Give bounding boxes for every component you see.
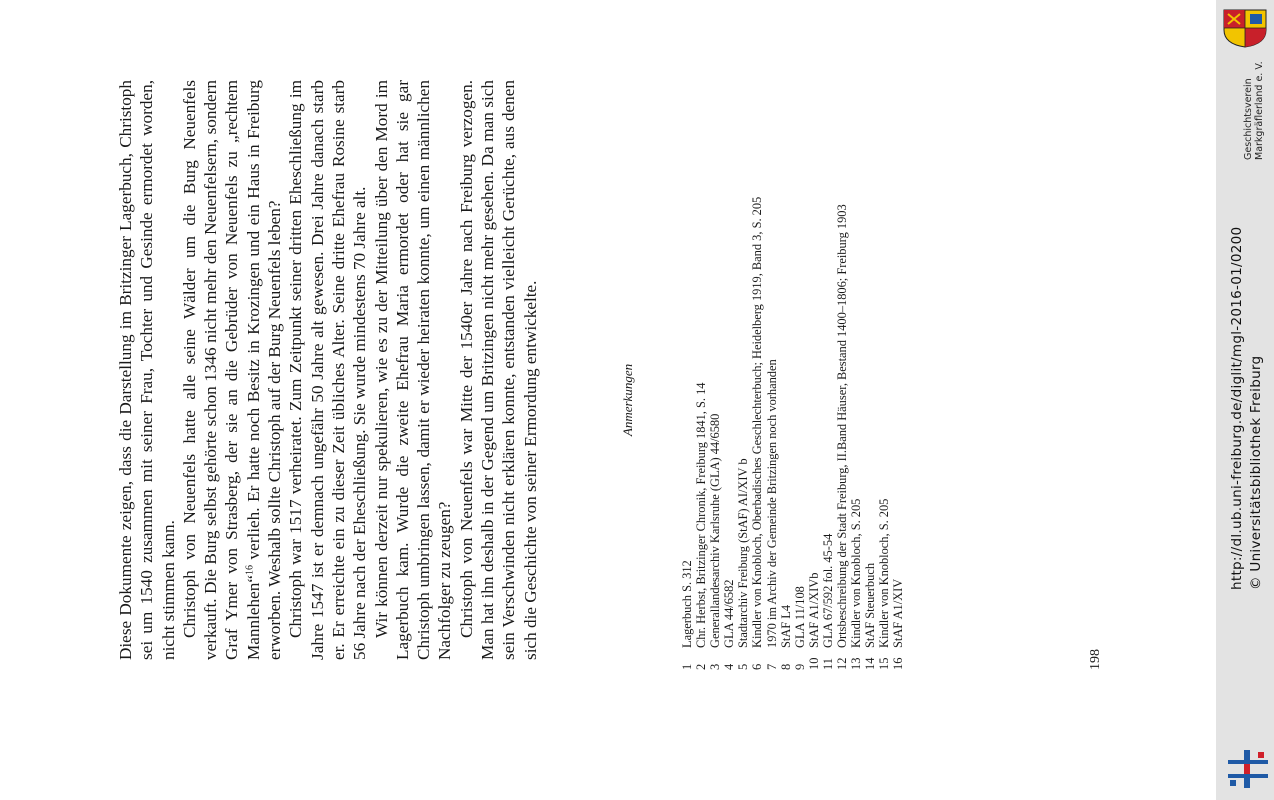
note-item: 13 Kindler von Knobloch, S. 205 xyxy=(849,498,864,670)
note-item: 5 Stadtarchiv Freiburg (StAF) AI/XIV b xyxy=(736,458,751,670)
note-item: 2 Chr. Herbst, Britzinger Chronik, Freiburg 1841, S. 14 xyxy=(694,382,709,670)
note-item: 16 StAF A1/XIV xyxy=(891,578,906,670)
note-item: 9 GLA 11/108 xyxy=(792,586,807,670)
page-number: 198 xyxy=(1088,649,1103,670)
note-item: 1 Lagerbuch S. 312 xyxy=(680,560,694,670)
note-item: 12 Ortsbeschreibung der Stadt Freiburg, II.Band Häuser, Bestand 1400–1806; Freiburg 1903 xyxy=(835,204,850,670)
note-item: 14 StAF Steuerbuch xyxy=(863,562,878,670)
paragraph: Christoph war 1517 verheiratet. Zum Zeitpunkt seiner dritten Eheschließung im Jahre 1547 ist er demnach ungefähr 50 Jahre alt gewesen. Drei Jahre danach starb er. Er erreichte ein zu dieser Zeit übliches Alter. Seine dritte Ehefrau Rosine starb 56 Jahre nach der Eheschließung. Sie wurde mindestens 70 Jahre alt. xyxy=(286,80,370,660)
citation-block xyxy=(1228,0,1268,590)
org-line: Markgräflerland e. V. xyxy=(1254,61,1265,160)
note-item: 7 1970 im Archiv der Gemeinde Britzingen noch vorhanden xyxy=(764,359,779,670)
library-logo-icon xyxy=(1226,748,1270,790)
note-item: 6 Kindler von Knobloch, Oberbadisches Geschlechterbuch; Heidelberg 1919, Band 3, S. 205 xyxy=(750,196,765,670)
source-url-link[interactable]: http://dl.ub.uni-freiburg.de/diglit/mgl-2016-01/0200 xyxy=(1229,226,1245,590)
body-text xyxy=(115,80,541,660)
note-item: 15 Kindler von Knobloch, S. 205 xyxy=(877,498,892,670)
note-item: 10 StAF A1/XIVb xyxy=(806,572,821,670)
paragraph: Christoph von Neuenfels war Mitte der 1540er Jahre nach Freiburg verzogen. Man hat ihn deshalb in der Gegend um Britzingen nicht mehr gesehen. Da man sich sein Verschwinden nicht erklären konnte, entstanden vielleicht Gerüchte, aus denen sich die Geschichte von seiner Ermordung entwickelte. xyxy=(456,80,540,660)
note-item: 4 GLA 44/6582 xyxy=(722,579,737,670)
notes-heading: Anmerkungen xyxy=(620,363,635,437)
paragraph: Diese Dokumente zeigen, dass die Darstellung im Britzinger Lagerbuch, Christoph sei um 1540 zusammen mit seiner Frau, Tochter und Gesinde ermordet worden, nicht stimmen kann. xyxy=(116,80,178,660)
note-item: 11 GLA 67/592 fol. 45-54 xyxy=(820,533,835,670)
notes-list xyxy=(680,10,906,670)
paragraph: Christoph von Neuenfels hatte alle seine Wälder um die Burg Neuenfels verkauft. Die Burg selbst gehörte schon 1346 nicht mehr den Neuenfelsern, sondern Graf Ymer von Strasberg, der sie an die Gebrüder von Neuenfels zu „rechtem Mannlehen“$^{16}$ verlieh. Er hatte noch Besitz in Krozingen und ein Haus in Freiburg erworben. Weshalb sollte Christoph auf der Burg Neuenfels leben? xyxy=(179,80,285,660)
copyright-text: © Universitätsbibliothek Freiburg xyxy=(1248,355,1264,590)
note-item: 8 StAF L4 xyxy=(778,604,793,670)
footnote-ref: 16 xyxy=(244,565,256,576)
paragraph: Wir können derzeit nur spekulieren, wie es zu der Mitteilung über den Mord im Lagerbuch kam. Wurde die zweite Ehefrau Maria ermordet oder hat sie gar Christoph umbringen lassen, damit er wieder heiraten konnte, um einen männlichen Nachfolger zu zeugen? xyxy=(371,80,455,660)
note-item: 3 Generallandesarchiv Karlsruhe (GLA) 44/6580 xyxy=(708,413,723,670)
org-line: Geschichtsverein xyxy=(1243,78,1254,160)
